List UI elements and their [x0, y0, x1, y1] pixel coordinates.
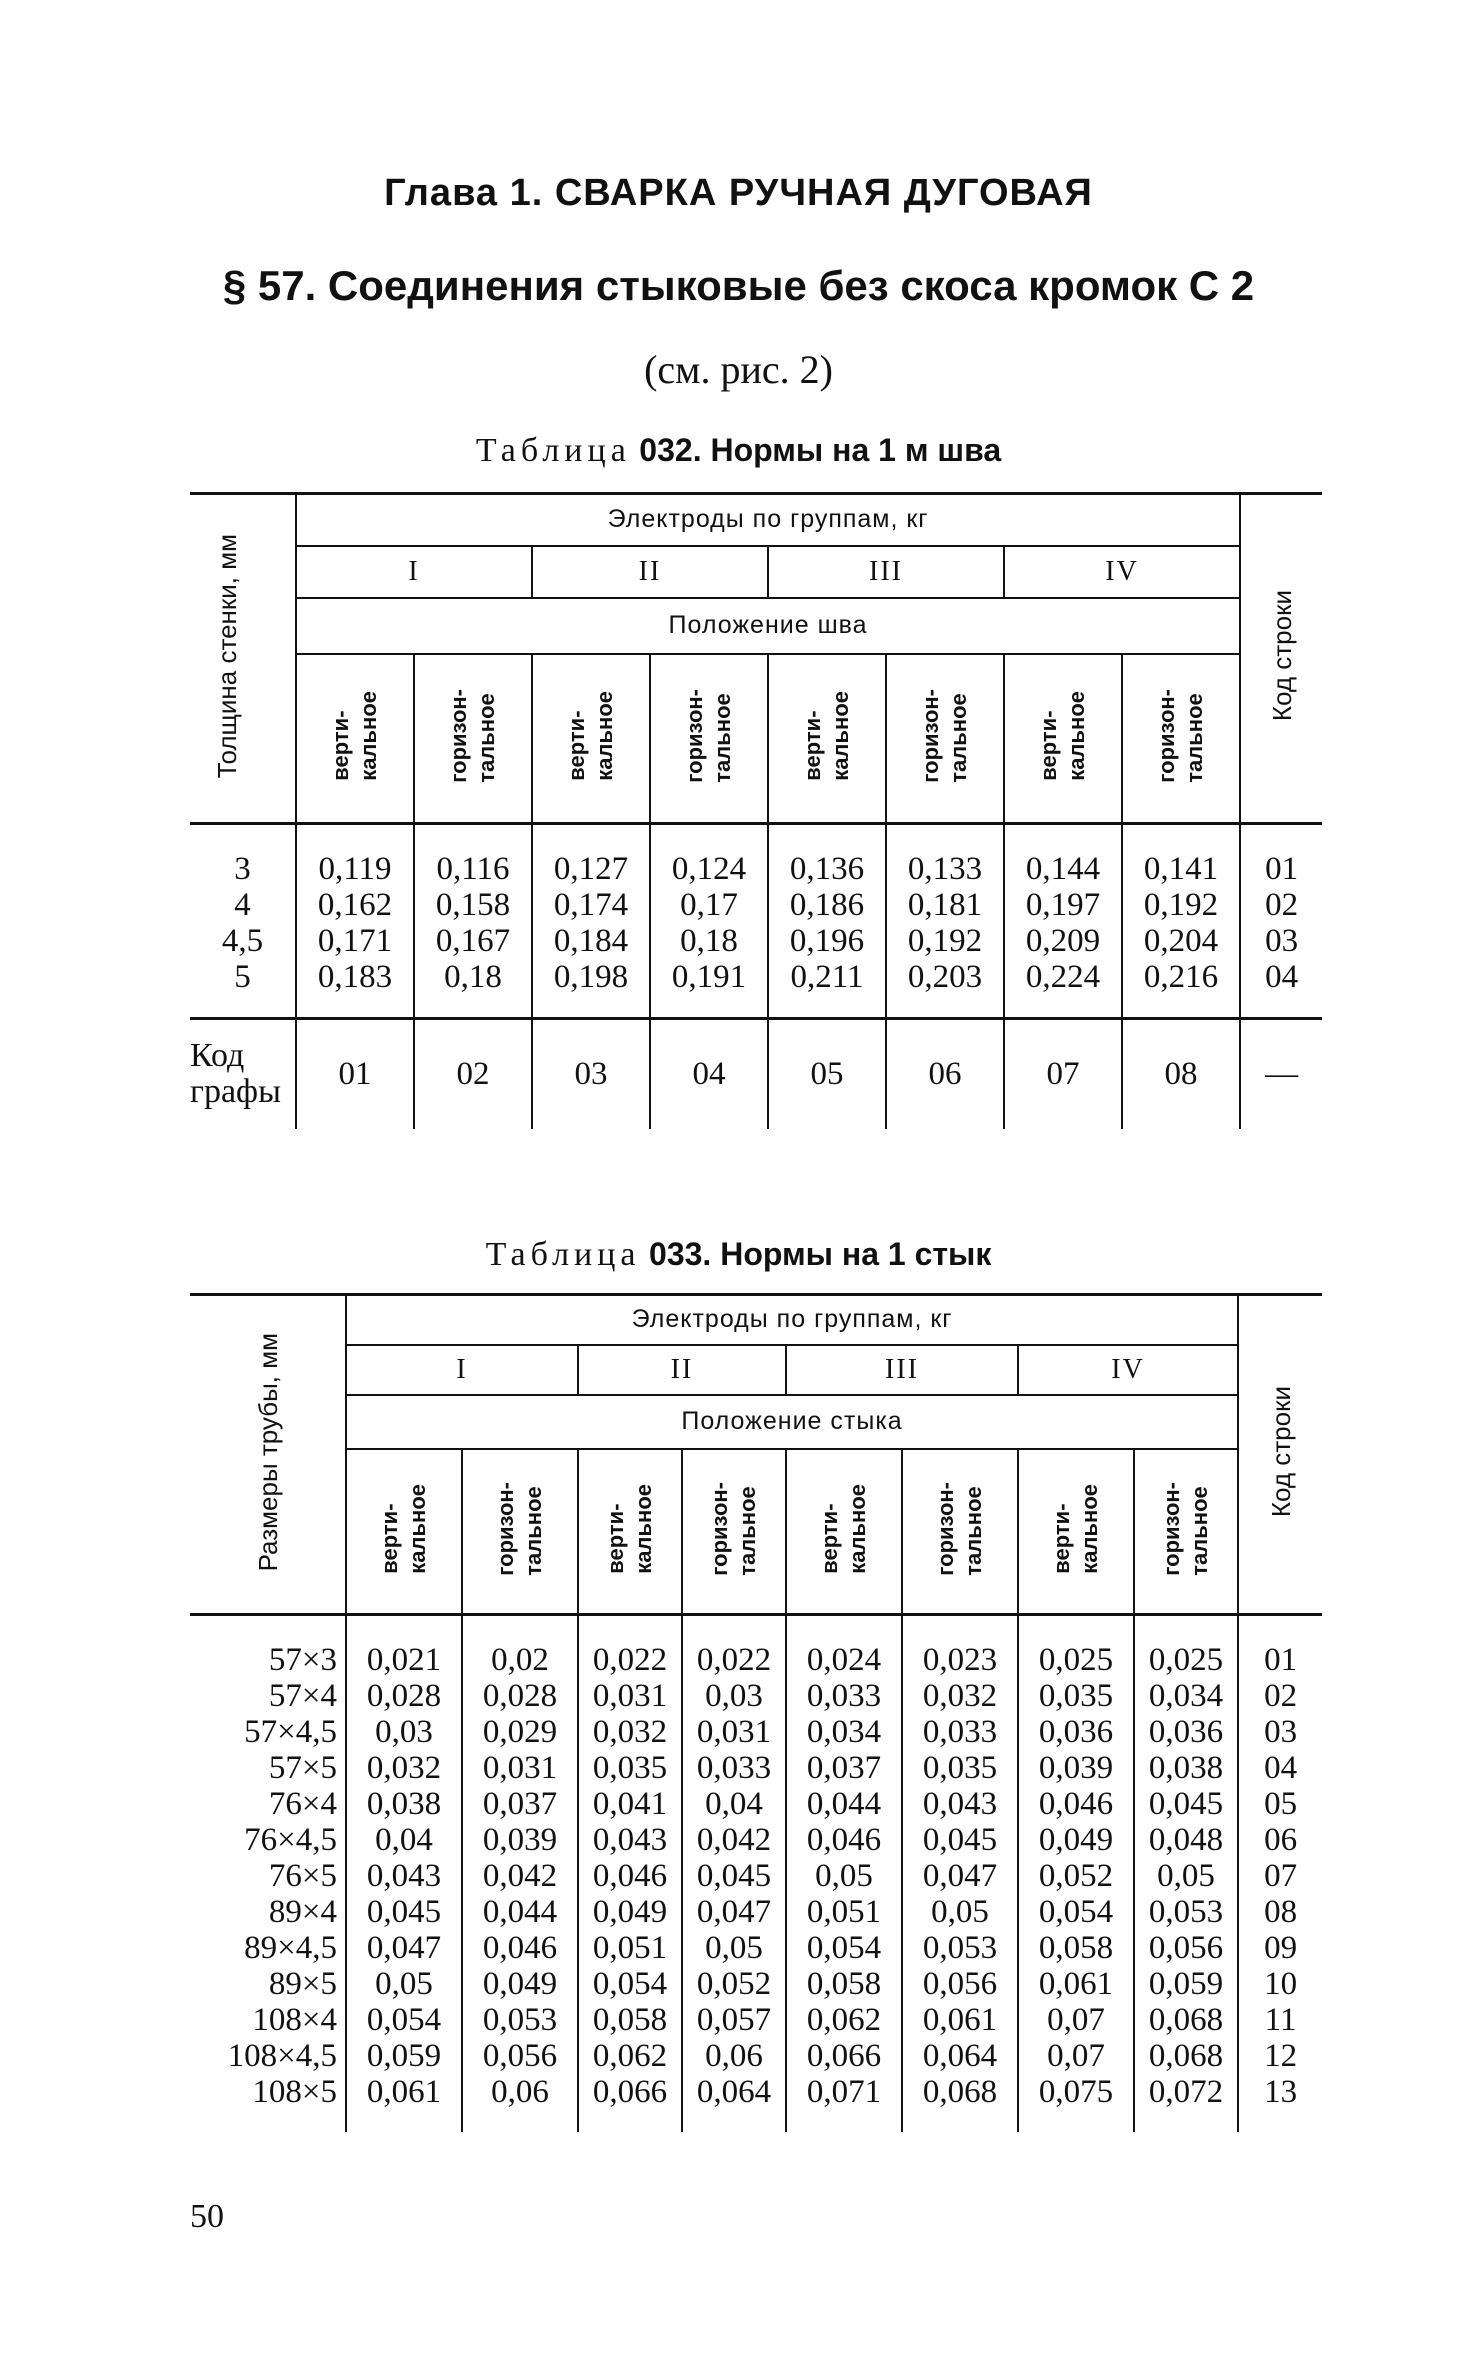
- table-033-position-2: горизон- тальное: [462, 1449, 578, 1615]
- table-033-group-iv: IV: [1018, 1345, 1238, 1395]
- table-032-caption-text: 032. Нормы на 1 м шва: [639, 432, 1002, 468]
- table-032-group-ii: II: [532, 546, 768, 598]
- table-032-graph-code-dash: —: [1240, 1019, 1322, 1129]
- table-032-position-header: Положение шва: [296, 598, 1240, 654]
- table-032-position-4: горизон- тальное: [650, 654, 768, 824]
- figure-reference: (см. рис. 2): [644, 347, 833, 392]
- table-033-group-iii: III: [786, 1345, 1018, 1395]
- table-032-group-i: I: [296, 546, 532, 598]
- table-033-group-i: I: [346, 1345, 578, 1395]
- chapter-title: Глава 1. СВАРКА РУЧНАЯ ДУГОВАЯ: [384, 172, 1093, 214]
- table-032-position-1: верти- кальное: [296, 654, 414, 824]
- table-033-position-7: верти- кальное: [1018, 1449, 1134, 1615]
- table-032-position-2: горизон- тальное: [414, 654, 532, 824]
- table-032-graph-code-6: 06: [886, 1019, 1004, 1129]
- table-032-position-6: горизон- тальное: [886, 654, 1004, 824]
- table-032-caption: [180, 432, 1297, 470]
- table-033-col-7: 0,025 0,035 0,036 0,039 0,046 0,049 0,052 0,054 0,058 0,061 0,07 0,07 0,075: [1018, 1615, 1134, 2133]
- table-033-group-ii: II: [578, 1345, 786, 1395]
- table-033-col-2: 0,02 0,028 0,029 0,031 0,037 0,039 0,042 0,044 0,046 0,049 0,053 0,056 0,06: [462, 1615, 578, 2133]
- table-032-position-3: верти- кальное: [532, 654, 650, 824]
- table-032-graph-code-3: 03: [532, 1019, 650, 1129]
- table-033-position-5: верти- кальное: [786, 1449, 902, 1615]
- table-033-caption-text: 033. Нормы на 1 стык: [649, 1236, 992, 1272]
- table-032-caption-word: Таблица: [475, 432, 631, 469]
- table-033-col-5: 0,024 0,033 0,034 0,037 0,044 0,046 0,05 0,051 0,054 0,058 0,062 0,066 0,071: [786, 1615, 902, 2133]
- table-032-graph-code-4: 04: [650, 1019, 768, 1129]
- table-033: [190, 1293, 1322, 2132]
- table-032-col-5: 0,136 0,186 0,196 0,211: [768, 824, 886, 1019]
- table-032-col-1: 0,119 0,162 0,171 0,183: [296, 824, 414, 1019]
- table-032-row-labels: 3 4 4,5 5: [190, 824, 296, 1019]
- table-032-electrodes-header: Электроды по группам, кг: [296, 494, 1240, 546]
- table-032-graph-code-2: 02: [414, 1019, 532, 1129]
- table-033-row-codes: 01 02 03 04 05 06 07 08 09 10 11 12 13: [1238, 1615, 1322, 2133]
- table-032-graph-code-7: 07: [1004, 1019, 1122, 1129]
- table-033-col-3: 0,022 0,031 0,032 0,035 0,041 0,043 0,046 0,049 0,051 0,054 0,058 0,062 0,066: [578, 1615, 682, 2133]
- table-032-row-codes: 01 02 03 04: [1240, 824, 1322, 1019]
- table-032-col-3: 0,127 0,174 0,184 0,198: [532, 824, 650, 1019]
- table-032-graph-code-label: Код графы: [190, 1037, 281, 1111]
- table-032-group-iv: IV: [1004, 546, 1240, 598]
- table-032-code-header: Код строки: [1240, 494, 1322, 824]
- table-033-code-header: Код строки: [1238, 1295, 1322, 1615]
- table-032-row-header: Толщина стенки, мм: [190, 494, 296, 824]
- table-033-position-6: горизон- тальное: [902, 1449, 1018, 1615]
- page-number: 50: [190, 2198, 224, 2235]
- table-033-col-6: 0,023 0,032 0,033 0,035 0,043 0,045 0,047 0,05 0,053 0,056 0,061 0,064 0,068: [902, 1615, 1018, 2133]
- table-032-col-6: 0,133 0,181 0,192 0,203: [886, 824, 1004, 1019]
- table-033-position-4: горизон- тальное: [682, 1449, 786, 1615]
- table-032-graph-code-5: 05: [768, 1019, 886, 1129]
- table-032-col-2: 0,116 0,158 0,167 0,18: [414, 824, 532, 1019]
- table-032-col-4: 0,124 0,17 0,18 0,191: [650, 824, 768, 1019]
- table-032-col-8: 0,141 0,192 0,204 0,216: [1122, 824, 1240, 1019]
- section-title: § 57. Соединения стыковые без скоса кромок С 2: [222, 262, 1255, 309]
- table-033-col-4: 0,022 0,03 0,031 0,033 0,04 0,042 0,045 0,047 0,05 0,052 0,057 0,06 0,064: [682, 1615, 786, 2133]
- table-033-electrodes-header: Электроды по группам, кг: [346, 1295, 1238, 1345]
- table-033-position-header: Положение стыка: [346, 1395, 1238, 1449]
- table-033-position-3: верти- кальное: [578, 1449, 682, 1615]
- table-032-graph-code-8: 08: [1122, 1019, 1240, 1129]
- table-032: [190, 492, 1322, 1129]
- table-032-position-5: верти- кальное: [768, 654, 886, 824]
- table-033-col-1: 0,021 0,028 0,03 0,032 0,038 0,04 0,043 0,045 0,047 0,05 0,054 0,059 0,061: [346, 1615, 462, 2133]
- table-033-position-1: верти- кальное: [346, 1449, 462, 1615]
- table-032-group-iii: III: [768, 546, 1004, 598]
- table-033-position-8: горизон- тальное: [1134, 1449, 1238, 1615]
- table-033-caption: [180, 1236, 1297, 1274]
- table-032-col-7: 0,144 0,197 0,209 0,224: [1004, 824, 1122, 1019]
- table-032-graph-code-1: 01: [296, 1019, 414, 1129]
- table-033-row-header: Размеры трубы, мм: [190, 1295, 346, 1615]
- table-033-row-labels: 57×3 57×4 57×4,5 57×5 76×4 76×4,5 76×5 89×4 89×4,5 89×5 108×4 108×4,5 108×5: [227, 1642, 337, 2110]
- table-032-position-8: горизон- тальное: [1122, 654, 1240, 824]
- table-032-position-7: верти- кальное: [1004, 654, 1122, 824]
- table-033-caption-word: Таблица: [485, 1236, 641, 1273]
- table-033-col-8: 0,025 0,034 0,036 0,038 0,045 0,048 0,05 0,053 0,056 0,059 0,068 0,068 0,072: [1134, 1615, 1238, 2133]
